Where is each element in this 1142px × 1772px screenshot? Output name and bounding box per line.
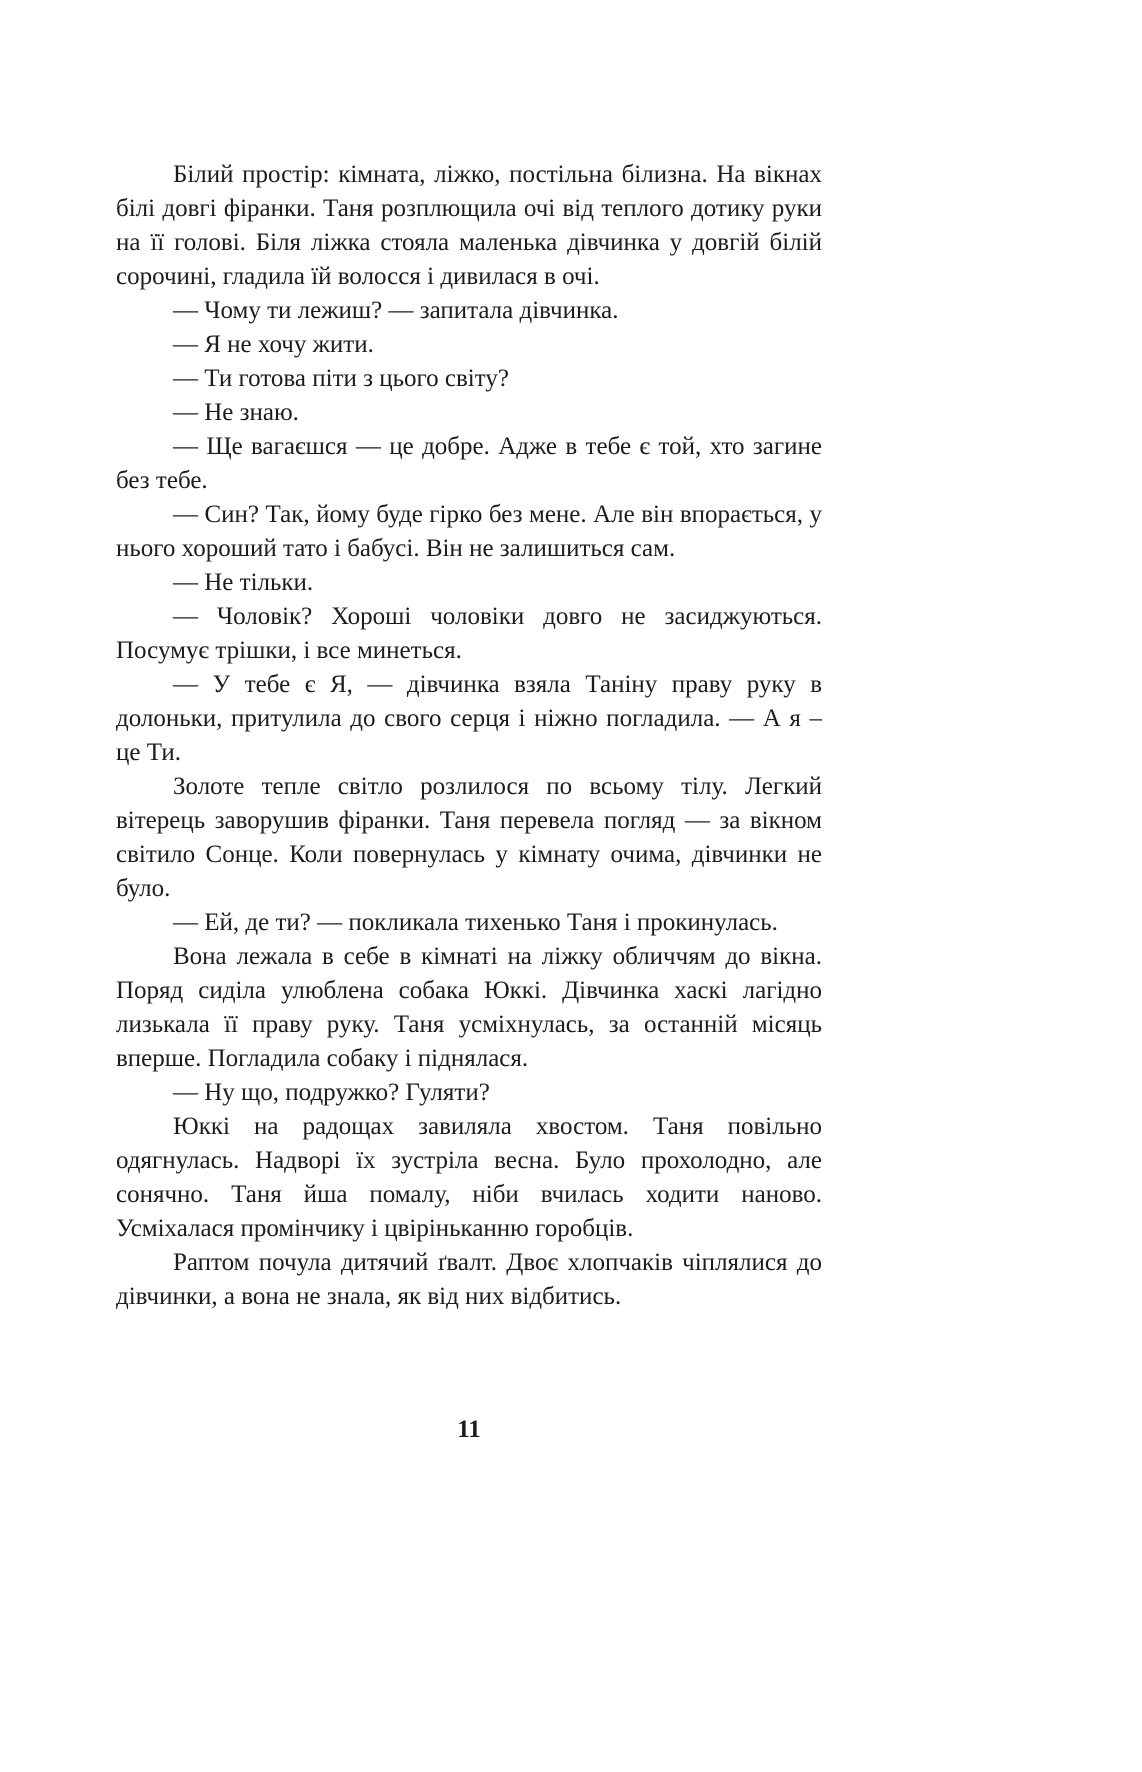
- text-block: [116, 158, 822, 1314]
- paragraph: — Я не хочу жити.: [173, 331, 374, 358]
- paragraph: — Ти готова піти з цього світу?: [173, 365, 509, 392]
- paragraph: — Чому ти лежиш? — запитала дівчинка.: [173, 297, 619, 324]
- paragraph: Юккі на радощах завиляла хвостом. Таня повільно одягнулась. Надворі їх зустріла весна. Було прохолодно, але сонячно. Таня йша помалу, ніби вчилась ходити наново. Усміхалася промінчику і цвіріньканню горобців.: [116, 1113, 822, 1242]
- paragraph: Золоте тепле світло розлилося по всьому тілу. Легкий вітерець заворушив фіранки. Таня перевела погляд — за вікном світило Сонце. Коли повернулась у кімнату очима, дівчинки не було.: [116, 773, 822, 902]
- paragraph: — Не тільки.: [173, 569, 314, 596]
- paragraph: — Ей, де ти? — покликала тихенько Таня і прокинулась.: [173, 909, 778, 936]
- paragraph: — Не знаю.: [173, 399, 299, 426]
- paragraph: — Ще вагаєшся — це добре. Адже в тебе є той, хто загине без тебе.: [116, 433, 822, 494]
- paragraph: — Син? Так, йому буде гірко без мене. Але він впорається, у нього хороший тато і бабусі. Він не залишиться сам.: [116, 501, 822, 562]
- paragraph: — У тебе є Я, — дівчинка взяла Таніну праву руку в долоньки, притулила до свого серця і ніжно погладила. — А я – це Ти.: [116, 671, 822, 766]
- paragraph: Вона лежала в себе в кімнаті на ліжку обличчям до вікна. Поряд сиділа улюблена собака Юккі. Дівчинка хаскі лагідно лизькала її праву руку. Таня усміхнулась, за останній місяць вперше. Погладила собаку і піднялася.: [116, 943, 822, 1072]
- paragraph: — Ну що, подружко? Гуляти?: [173, 1079, 490, 1106]
- paragraph: — Чоловік? Хороші чоловіки довго не засиджуються. Посумує трішки, і все минеться.: [116, 603, 822, 664]
- page-number: 11: [457, 1416, 481, 1443]
- paragraph: Раптом почула дитячий ґвалт. Двоє хлопчаків чіплялися до дівчинки, а вона не знала, як від них відбитись.: [116, 1249, 822, 1310]
- paragraph: Білий простір: кімната, ліжко, постільна білизна. На вікнах білі довгі фіранки. Таня розплющила очі від теплого дотику руки на її голові. Біля ліжка стояла маленька дівчинка у довгій білій сорочині, гладила їй волосся і дивилася в очі.: [116, 161, 822, 290]
